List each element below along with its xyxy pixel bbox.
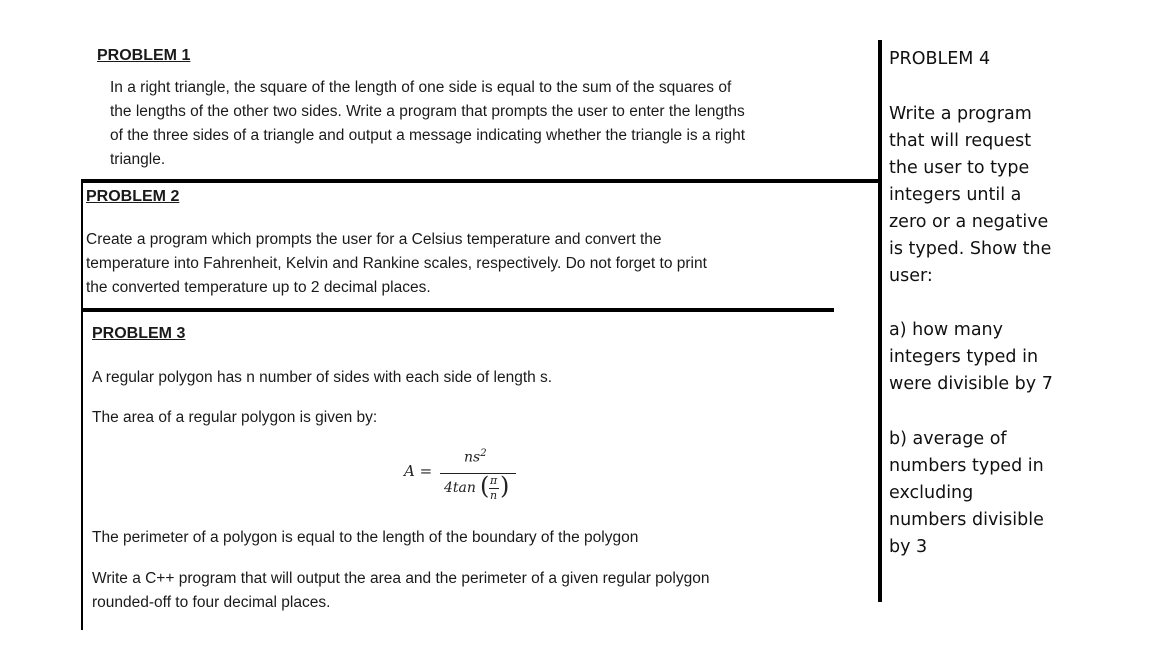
problem3-area-label: The area of a regular polygon is given by: (92, 409, 378, 426)
problem2-left-border (81, 183, 83, 308)
problem4-line: Write a program (889, 104, 1032, 124)
problem4-line: integers typed in (889, 347, 1039, 367)
problem3-left-border (81, 312, 83, 630)
problem4-line: integers until a (889, 185, 1022, 205)
formula-paren-left: ( (480, 472, 490, 500)
formula-paren-right: ) (500, 472, 510, 500)
formula-numerator-base: ns (464, 449, 481, 466)
divider-2 (81, 308, 834, 312)
problem3-perimeter: The perimeter of a polygon is equal to the length of the boundary of the polygon (92, 529, 639, 546)
problem4-line: zero or a negative (889, 212, 1049, 232)
problem3-title: PROBLEM 3 (92, 325, 186, 342)
problem4-line: were divisible by 7 (889, 374, 1053, 394)
problem2-title: PROBLEM 2 (86, 188, 180, 205)
problem2-text (86, 228, 846, 300)
area-formula (400, 448, 530, 508)
problem3-task (92, 567, 852, 615)
formula-numerator (464, 448, 487, 466)
problem4-line: the user to type (889, 158, 1030, 178)
problem1-line: In a right triangle, the square of the length of one side is equal to the sum of the squares of (110, 79, 732, 96)
formula-n: n (490, 489, 498, 502)
problem4-line: that will request (889, 131, 1032, 151)
problem4-line: user: (889, 266, 933, 286)
formula-denominator: 4tan (444, 480, 476, 496)
problem3-task-line: rounded-off to four decimal places. (92, 594, 331, 611)
problem3-task-line: Write a C++ program that will output the area and the perimeter of a given regular polygon (92, 570, 710, 587)
problem3-intro: A regular polygon has n number of sides with each side of length s. (92, 369, 553, 386)
problem4-line: is typed. Show the (889, 239, 1052, 259)
problem4-title: PROBLEM 4 (889, 49, 991, 69)
problem4-part-a (889, 317, 1159, 398)
problem1-line: the lengths of the other two sides. Write a program that prompts the user to enter the lengths (110, 103, 745, 120)
problem1-line: of the three sides of a triangle and output a message indicating whether the triangle is a right (110, 127, 746, 144)
problem1-line: triangle. (110, 151, 166, 168)
problem4-line: numbers divisible (889, 510, 1044, 530)
problem4-line: a) how many (889, 320, 1004, 340)
problem1-text (110, 76, 870, 172)
problem2-line: the converted temperature up to 2 decimal places. (86, 279, 431, 296)
divider-1 (81, 179, 878, 183)
problem2-line: temperature into Fahrenheit, Kelvin and Rankine scales, respectively. Do not forget to print (86, 255, 707, 272)
problem1-title: PROBLEM 1 (97, 47, 191, 64)
problem2-line: Create a program which prompts the user for a Celsius temperature and convert the (86, 231, 662, 248)
problem4-line: b) average of (889, 429, 1007, 449)
formula-exponent: 2 (480, 448, 487, 459)
problem4-line: excluding (889, 483, 974, 503)
problem4-line: by 3 (889, 537, 928, 557)
formula-pi: π (490, 474, 498, 487)
problem4-intro (889, 101, 1159, 290)
problem4-line: numbers typed in (889, 456, 1044, 476)
problem4-part-b (889, 426, 1159, 561)
formula-lhs: A = (404, 462, 433, 480)
column-divider (878, 40, 882, 602)
